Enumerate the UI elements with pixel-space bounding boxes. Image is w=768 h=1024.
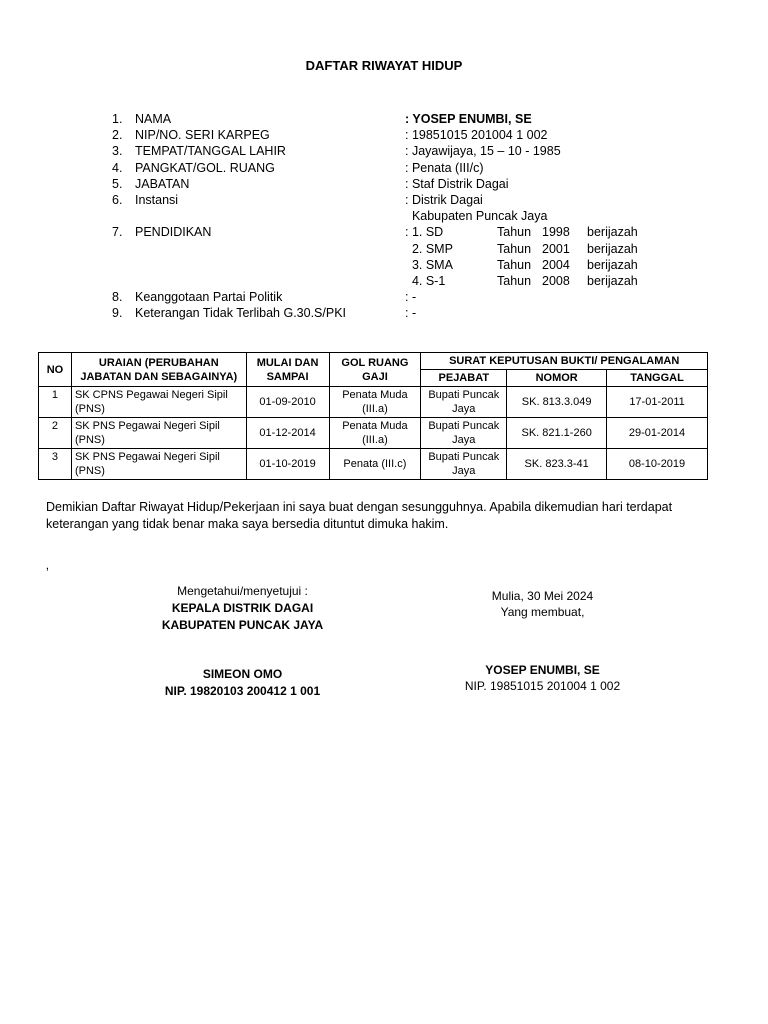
cell-no: 2 bbox=[39, 418, 72, 449]
bio-label: Keterangan Tidak Terlibah G.30.S/PKI bbox=[135, 306, 347, 321]
bio-number: 9. bbox=[112, 306, 123, 321]
bio-value: : Distrik Dagai bbox=[405, 192, 483, 207]
cell-gol: Penata Muda (III.a) bbox=[329, 387, 421, 418]
career-history-table bbox=[38, 352, 708, 480]
approver-caption: Mengetahui/menyetujui : bbox=[177, 584, 308, 598]
education-note: berijazah bbox=[587, 273, 638, 288]
table-row bbox=[39, 387, 708, 418]
bio-row-g30s bbox=[112, 305, 672, 321]
header-mulai: MULAI DAN SAMPAI bbox=[246, 353, 329, 387]
closing-statement: Demikian Daftar Riwayat Hidup/Pekerjaan ini saya buat dengan sesungguhnya. Apabila dikemudian hari terdapat keterangan yang tidak benar maka saya bersedia dituntut dimuka hakim. bbox=[46, 500, 673, 531]
bio-number: 7. bbox=[112, 225, 123, 240]
education-level: : 1. SD bbox=[405, 225, 444, 240]
cell-uraian: SK CPNS Pegawai Negeri Sipil (PNS) bbox=[71, 387, 246, 418]
cell-uraian: SK PNS Pegawai Negeri Sipil (PNS) bbox=[71, 449, 246, 480]
education-year: 2004 bbox=[542, 257, 570, 272]
cell-tanggal: 29-01-2014 bbox=[607, 418, 708, 449]
bio-label: JABATAN bbox=[135, 176, 190, 191]
bio-row-pangkat bbox=[112, 160, 672, 176]
education-row-1 bbox=[112, 224, 672, 240]
education-tahun-label: Tahun bbox=[497, 241, 532, 256]
cell-mulai: 01-10-2019 bbox=[246, 449, 329, 480]
bio-label: Instansi bbox=[135, 192, 179, 207]
education-note: berijazah bbox=[587, 225, 638, 240]
education-row-3 bbox=[112, 257, 672, 273]
approver-name-block bbox=[130, 666, 355, 700]
education-level: 4. S-1 bbox=[405, 273, 446, 288]
bio-row-instansi bbox=[112, 192, 672, 208]
bio-row-partai bbox=[112, 289, 672, 305]
cell-no: 3 bbox=[39, 449, 72, 480]
bio-number: 1. bbox=[112, 112, 123, 126]
cell-gol: Penata (III.c) bbox=[329, 449, 421, 480]
bio-number: 2. bbox=[112, 128, 123, 143]
bio-label: TEMPAT/TANGGAL LAHIR bbox=[135, 144, 286, 159]
bio-row-jabatan bbox=[112, 176, 672, 192]
cell-uraian: SK PNS Pegawai Negeri Sipil (PNS) bbox=[71, 418, 246, 449]
bio-row-nip bbox=[112, 127, 672, 143]
table-row bbox=[39, 418, 708, 449]
cell-pejabat: Bupati Puncak Jaya bbox=[421, 418, 507, 449]
maker-name: YOSEP ENUMBI, SE bbox=[485, 663, 600, 677]
cell-pejabat: Bupati Puncak Jaya bbox=[421, 387, 507, 418]
approver-name: SIMEON OMO bbox=[202, 667, 283, 681]
approver-title: KEPALA DISTRIK DAGAI bbox=[171, 601, 314, 615]
maker-signature-block bbox=[430, 588, 655, 620]
bio-number: 5. bbox=[112, 176, 123, 191]
maker-caption: Yang membuat, bbox=[500, 605, 585, 619]
place-date: Mulia, 30 Mei 2024 bbox=[491, 589, 594, 603]
bio-label: PENDIDIKAN bbox=[135, 225, 212, 240]
bio-number: 3. bbox=[112, 144, 123, 159]
bio-value: : Staf Distrik Dagai bbox=[405, 176, 509, 191]
bio-label: PANGKAT/GOL. RUANG bbox=[135, 160, 275, 175]
cell-pejabat: Bupati Puncak Jaya bbox=[421, 449, 507, 480]
bio-number: 4. bbox=[112, 160, 123, 175]
approver-office: KABUPATEN PUNCAK JAYA bbox=[161, 618, 324, 632]
education-year: 2001 bbox=[542, 241, 570, 256]
header-uraian: URAIAN (PERUBAHAN JABATAN DAN SEBAGAINYA) bbox=[71, 353, 246, 387]
bio-label: NIP/NO. SERI KARPEG bbox=[135, 128, 270, 143]
cell-nomor: SK. 813.3.049 bbox=[507, 387, 607, 418]
bio-row-ttl bbox=[112, 143, 672, 159]
bio-value: Kabupaten Puncak Jaya bbox=[405, 209, 548, 224]
education-year: 2008 bbox=[542, 273, 570, 288]
education-note: berijazah bbox=[587, 241, 638, 256]
header-surat: SURAT KEPUTUSAN BUKTI/ PENGALAMAN bbox=[421, 353, 708, 370]
education-year: 1998 bbox=[542, 225, 570, 240]
cell-tanggal: 08-10-2019 bbox=[607, 449, 708, 480]
biodata-list bbox=[112, 111, 672, 321]
education-tahun-label: Tahun bbox=[497, 257, 532, 272]
bio-value: : 19851015 201004 1 002 bbox=[405, 128, 548, 143]
header-nomor: NOMOR bbox=[507, 370, 607, 387]
bio-value: : - bbox=[405, 290, 417, 305]
cell-nomor: SK. 821.1-260 bbox=[507, 418, 607, 449]
bio-value: : - bbox=[405, 306, 417, 321]
bio-label: Keanggotaan Partai Politik bbox=[135, 290, 283, 305]
education-note: berijazah bbox=[587, 257, 638, 272]
bio-value: : Jayawijaya, 15 – 10 - 1985 bbox=[405, 144, 561, 159]
bio-row-nama bbox=[112, 111, 672, 127]
cell-gol: Penata Muda (III.a) bbox=[329, 418, 421, 449]
approver-signature-block bbox=[130, 583, 355, 634]
stray-mark: ‚ bbox=[46, 558, 49, 572]
education-tahun-label: Tahun bbox=[497, 225, 532, 240]
maker-name-block bbox=[430, 662, 655, 694]
bio-number: 6. bbox=[112, 192, 123, 207]
cell-mulai: 01-12-2014 bbox=[246, 418, 329, 449]
cell-nomor: SK. 823.3-41 bbox=[507, 449, 607, 480]
cell-no: 1 bbox=[39, 387, 72, 418]
bio-value: : YOSEP ENUMBI, SE bbox=[405, 112, 532, 126]
header-tanggal: TANGGAL bbox=[607, 370, 708, 387]
bio-row-instansi-cont bbox=[112, 208, 672, 224]
approver-nip: NIP. 19820103 200412 1 001 bbox=[164, 684, 321, 698]
table-header-row bbox=[39, 353, 708, 370]
bio-number: 8. bbox=[112, 290, 123, 305]
header-gol: GOL RUANG GAJI bbox=[329, 353, 421, 387]
header-no: NO bbox=[39, 353, 72, 387]
education-level: 2. SMP bbox=[405, 241, 453, 256]
maker-nip: NIP. 19851015 201004 1 002 bbox=[464, 679, 621, 693]
cell-tanggal: 17-01-2011 bbox=[607, 387, 708, 418]
education-tahun-label: Tahun bbox=[497, 273, 532, 288]
education-level: 3. SMA bbox=[405, 257, 453, 272]
education-row-2 bbox=[112, 241, 672, 257]
bio-label: NAMA bbox=[135, 112, 172, 126]
cell-mulai: 01-09-2010 bbox=[246, 387, 329, 418]
document-title: DAFTAR RIWAYAT HIDUP bbox=[305, 58, 463, 73]
education-row-4 bbox=[112, 273, 672, 289]
header-pejabat: PEJABAT bbox=[421, 370, 507, 387]
table-row bbox=[39, 449, 708, 480]
bio-value: : Penata (III/c) bbox=[405, 160, 484, 175]
